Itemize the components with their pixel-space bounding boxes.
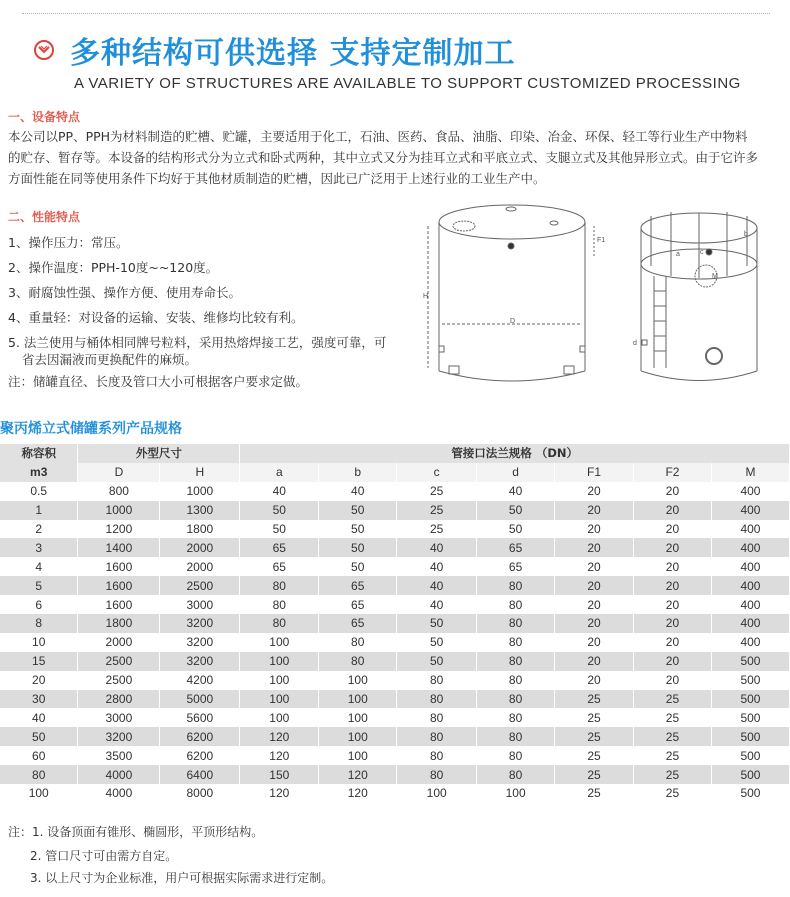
table-cell: 1200 bbox=[78, 520, 160, 539]
table-row bbox=[0, 614, 790, 633]
table-cell: 100 bbox=[397, 784, 477, 803]
subheader-cell: F1 bbox=[555, 463, 634, 482]
table-cell: 40 bbox=[319, 482, 397, 501]
features-paragraph bbox=[8, 126, 778, 189]
table-cell: 50 bbox=[319, 501, 397, 520]
table-cell: 80 bbox=[319, 633, 397, 652]
table-cell: 20 bbox=[634, 595, 712, 614]
table-cell: 1600 bbox=[78, 595, 160, 614]
table-cell: 65 bbox=[319, 595, 397, 614]
paragraph-line: 方面性能在同等使用条件下均好于其他材质制造的贮槽，因此已广泛用于上述行业的工业生产中。 bbox=[8, 171, 546, 186]
table-cell: 50 bbox=[477, 520, 555, 539]
table-cell: 60 bbox=[0, 746, 78, 765]
table-cell: 50 bbox=[319, 557, 397, 576]
table-cell: 25 bbox=[555, 765, 634, 784]
table-cell: 40 bbox=[240, 482, 319, 501]
table-cell: 20 bbox=[634, 671, 712, 690]
table-cell: 20 bbox=[634, 652, 712, 671]
table-cell: 50 bbox=[240, 520, 319, 539]
table-cell: 20 bbox=[555, 482, 634, 501]
table-cell: 4200 bbox=[160, 671, 240, 690]
table-cell: 500 bbox=[711, 727, 789, 746]
table-cell: 40 bbox=[477, 482, 555, 501]
table-cell: 20 bbox=[634, 501, 712, 520]
table-cell: 25 bbox=[397, 482, 477, 501]
table-cell: 50 bbox=[0, 727, 78, 746]
table-cell: 80 bbox=[477, 746, 555, 765]
table-cell: 25 bbox=[555, 784, 634, 803]
table-cell: 25 bbox=[555, 746, 634, 765]
table-cell: 8000 bbox=[160, 784, 240, 803]
table-cell: 3200 bbox=[160, 614, 240, 633]
table-cell: 20 bbox=[555, 595, 634, 614]
table-cell: 100 bbox=[240, 708, 319, 727]
table-cell: 500 bbox=[711, 784, 789, 803]
table-cell: 15 bbox=[0, 652, 78, 671]
table-cell: 50 bbox=[319, 520, 397, 539]
feature-item: 4、重量轻：对设备的运输、安装、维修均比较有利。 bbox=[8, 310, 304, 325]
table-cell: 50 bbox=[240, 501, 319, 520]
table-cell: 80 bbox=[397, 671, 477, 690]
table-cell: 20 bbox=[555, 614, 634, 633]
table-cell: 40 bbox=[397, 595, 477, 614]
header-pipe-flange: 管接口法兰规格 （DN） bbox=[240, 444, 790, 463]
table-cell: 500 bbox=[711, 746, 789, 765]
table-cell: 40 bbox=[397, 538, 477, 557]
table-cell: 80 bbox=[477, 595, 555, 614]
table-cell: 5600 bbox=[160, 708, 240, 727]
table-cell: 1300 bbox=[160, 501, 240, 520]
table-cell: 10 bbox=[0, 633, 78, 652]
table-cell: 25 bbox=[634, 746, 712, 765]
table-cell: 3200 bbox=[78, 727, 160, 746]
table-cell: 400 bbox=[711, 482, 789, 501]
table-cell: 25 bbox=[634, 727, 712, 746]
spec-table-title: 聚丙烯立式储罐系列产品规格 bbox=[0, 421, 182, 437]
table-cell: 80 bbox=[477, 652, 555, 671]
table-cell: 25 bbox=[555, 690, 634, 709]
table-row bbox=[0, 501, 790, 520]
table-cell: 20 bbox=[634, 520, 712, 539]
table-cell: 1 bbox=[0, 501, 78, 520]
subheader-cell: c bbox=[397, 463, 477, 482]
table-cell: 400 bbox=[711, 595, 789, 614]
subheader-cell: M bbox=[711, 463, 789, 482]
table-cell: 80 bbox=[240, 576, 319, 595]
table-cell: 80 bbox=[397, 746, 477, 765]
table-cell: 1600 bbox=[78, 576, 160, 595]
table-cell: 50 bbox=[397, 652, 477, 671]
table-cell: 800 bbox=[78, 482, 160, 501]
table-cell: 2500 bbox=[78, 671, 160, 690]
feature-note: 注：储罐直径、长度及管口大小可根据客户要求定做。 bbox=[8, 374, 309, 389]
ladder-tank-drawing bbox=[641, 212, 757, 381]
page-title: 多种结构可供选择 支持定制加工 bbox=[70, 36, 516, 71]
table-cell: 65 bbox=[240, 538, 319, 557]
table-cell: 65 bbox=[240, 557, 319, 576]
paragraph-line: 的贮存、暂存等。本设备的结构形式分为立式和卧式两种，其中立式又分为挂耳立式和平底立式、支腿立式及其他异形立式。由于它许多 bbox=[8, 150, 759, 165]
table-cell: 3 bbox=[0, 538, 78, 557]
table-row bbox=[0, 520, 790, 539]
table-cell: 100 bbox=[240, 690, 319, 709]
table-row bbox=[0, 727, 790, 746]
table-cell: 80 bbox=[397, 708, 477, 727]
table-cell: 80 bbox=[477, 633, 555, 652]
section-title-features: 一、设备特点 bbox=[8, 110, 81, 124]
table-cell: 30 bbox=[0, 690, 78, 709]
table-cell: 50 bbox=[319, 538, 397, 557]
table-cell: 25 bbox=[634, 784, 712, 803]
subheader-cell: F2 bbox=[634, 463, 712, 482]
table-cell: 25 bbox=[634, 708, 712, 727]
table-row bbox=[0, 557, 790, 576]
table-row bbox=[0, 671, 790, 690]
dim-label-d: D bbox=[510, 318, 516, 325]
table-cell: 6200 bbox=[160, 746, 240, 765]
table-cell: 100 bbox=[477, 784, 555, 803]
table-cell: 1400 bbox=[78, 538, 160, 557]
table-cell: 500 bbox=[711, 708, 789, 727]
table-cell: 40 bbox=[397, 557, 477, 576]
table-cell: 3500 bbox=[78, 746, 160, 765]
table-cell: 65 bbox=[477, 538, 555, 557]
table-body bbox=[0, 482, 790, 803]
table-cell: 100 bbox=[319, 727, 397, 746]
table-cell: 1000 bbox=[78, 501, 160, 520]
table-cell: 80 bbox=[477, 727, 555, 746]
table-cell: 2500 bbox=[160, 576, 240, 595]
table-cell: 25 bbox=[397, 520, 477, 539]
table-row bbox=[0, 595, 790, 614]
table-cell: 100 bbox=[319, 708, 397, 727]
table-cell: 20 bbox=[634, 576, 712, 595]
table-cell: 20 bbox=[555, 633, 634, 652]
table-cell: 80 bbox=[240, 614, 319, 633]
table-cell: 0.5 bbox=[0, 482, 78, 501]
subheader-cell: a bbox=[240, 463, 319, 482]
table-cell: 2000 bbox=[78, 633, 160, 652]
table-cell: 25 bbox=[555, 708, 634, 727]
table-cell: 50 bbox=[397, 614, 477, 633]
table-cell: 3200 bbox=[160, 652, 240, 671]
table-cell: 50 bbox=[477, 501, 555, 520]
spec-table bbox=[0, 444, 790, 803]
table-row bbox=[0, 538, 790, 557]
table-cell: 80 bbox=[477, 708, 555, 727]
table-cell: 2000 bbox=[160, 557, 240, 576]
table-row bbox=[0, 708, 790, 727]
table-cell: 8 bbox=[0, 614, 78, 633]
table-cell: 1600 bbox=[78, 557, 160, 576]
table-row bbox=[0, 482, 790, 501]
table-cell: 20 bbox=[555, 652, 634, 671]
table-cell: 20 bbox=[555, 501, 634, 520]
table-cell: 120 bbox=[319, 784, 397, 803]
label-m: M bbox=[712, 273, 718, 280]
table-cell: 40 bbox=[397, 576, 477, 595]
table-cell: 80 bbox=[477, 614, 555, 633]
note-line: 3. 以上尺寸为企业标准，用户可根据实际需求进行定制。 bbox=[30, 871, 334, 885]
table-cell: 6 bbox=[0, 595, 78, 614]
table-cell: 25 bbox=[397, 501, 477, 520]
dim-label-f1: F1 bbox=[597, 237, 606, 244]
table-cell: 20 bbox=[634, 482, 712, 501]
table-cell: 20 bbox=[634, 557, 712, 576]
table-cell: 400 bbox=[711, 557, 789, 576]
table-cell: 400 bbox=[711, 633, 789, 652]
chevron-down-circle-icon bbox=[34, 40, 54, 60]
table-cell: 20 bbox=[555, 671, 634, 690]
table-cell: 2800 bbox=[78, 690, 160, 709]
table-row bbox=[0, 576, 790, 595]
table-cell: 80 bbox=[477, 671, 555, 690]
table-cell: 20 bbox=[555, 576, 634, 595]
table-cell: 80 bbox=[397, 690, 477, 709]
note-line: 2. 管口尺寸可由需方自定。 bbox=[30, 849, 178, 863]
table-cell: 1000 bbox=[160, 482, 240, 501]
table-cell: 20 bbox=[634, 538, 712, 557]
label-c: c bbox=[700, 249, 704, 256]
table-cell: 80 bbox=[397, 765, 477, 784]
table-cell: 2 bbox=[0, 520, 78, 539]
table-cell: 120 bbox=[240, 727, 319, 746]
table-cell: 20 bbox=[634, 614, 712, 633]
table-subheader-row bbox=[0, 463, 790, 482]
table-cell: 40 bbox=[0, 708, 78, 727]
table-cell: 100 bbox=[0, 784, 78, 803]
table-header-row bbox=[0, 444, 790, 463]
subheader-cell: D bbox=[78, 463, 160, 482]
table-cell: 120 bbox=[319, 765, 397, 784]
note-line: 注：1. 设备顶面有锥形、椭圆形，平顶形结构。 bbox=[8, 825, 264, 839]
table-row bbox=[0, 633, 790, 652]
subheader-cell: b bbox=[319, 463, 397, 482]
table-cell: 400 bbox=[711, 538, 789, 557]
table-cell: 80 bbox=[0, 765, 78, 784]
label-d: d bbox=[633, 340, 637, 347]
table-row bbox=[0, 652, 790, 671]
flat-top-tank-drawing bbox=[428, 205, 594, 381]
page-header bbox=[34, 28, 515, 72]
table-cell: 4000 bbox=[78, 784, 160, 803]
table-cell: 3000 bbox=[78, 708, 160, 727]
header-capacity: 称容积 bbox=[0, 444, 78, 463]
table-cell: 2000 bbox=[160, 538, 240, 557]
table-row bbox=[0, 746, 790, 765]
table-cell: 80 bbox=[477, 576, 555, 595]
table-cell: 20 bbox=[555, 557, 634, 576]
table-cell: 3200 bbox=[160, 633, 240, 652]
table-cell: 500 bbox=[711, 671, 789, 690]
table-cell: 25 bbox=[634, 690, 712, 709]
table-cell: 100 bbox=[240, 633, 319, 652]
subheader-cell: H bbox=[160, 463, 240, 482]
table-cell: 1800 bbox=[78, 614, 160, 633]
table-cell: 100 bbox=[319, 746, 397, 765]
table-cell: 80 bbox=[240, 595, 319, 614]
table-cell: 4 bbox=[0, 557, 78, 576]
table-cell: 100 bbox=[319, 690, 397, 709]
table-cell: 100 bbox=[319, 671, 397, 690]
tank-diagram bbox=[414, 196, 784, 388]
section-title-performance: 二、性能特点 bbox=[8, 210, 81, 224]
feature-item: 2、操作温度：PPH-10度~~120度。 bbox=[8, 260, 219, 275]
table-cell: 5 bbox=[0, 576, 78, 595]
feature-item: 3、耐腐蚀性强、操作方便、使用寿命长。 bbox=[8, 285, 241, 300]
table-cell: 6400 bbox=[160, 765, 240, 784]
table-row bbox=[0, 784, 790, 803]
table-cell: 400 bbox=[711, 576, 789, 595]
header-outer-size: 外型尺寸 bbox=[78, 444, 240, 463]
table-row bbox=[0, 765, 790, 784]
table-cell: 80 bbox=[319, 652, 397, 671]
table-cell: 1800 bbox=[160, 520, 240, 539]
table-cell: 65 bbox=[477, 557, 555, 576]
table-cell: 3000 bbox=[160, 595, 240, 614]
table-cell: 6200 bbox=[160, 727, 240, 746]
table-cell: 4000 bbox=[78, 765, 160, 784]
table-cell: 65 bbox=[319, 614, 397, 633]
table-cell: 400 bbox=[711, 614, 789, 633]
table-cell: 100 bbox=[240, 671, 319, 690]
table-cell: 80 bbox=[477, 690, 555, 709]
table-cell: 400 bbox=[711, 520, 789, 539]
label-a: a bbox=[676, 251, 680, 258]
table-cell: 400 bbox=[711, 501, 789, 520]
subheader-cell: d bbox=[477, 463, 555, 482]
table-cell: 20 bbox=[555, 520, 634, 539]
table-cell: 25 bbox=[555, 727, 634, 746]
table-cell: 150 bbox=[240, 765, 319, 784]
table-cell: 80 bbox=[397, 727, 477, 746]
table-cell: 500 bbox=[711, 652, 789, 671]
paragraph-line: 本公司以PP、PPH为材料制造的贮槽、贮罐，主要适用于化工，石油、医药、食品、油脂、印染、冶金、环保、轻工等行业生产中物料 bbox=[8, 129, 748, 144]
table-cell: 2500 bbox=[78, 652, 160, 671]
table-cell: 50 bbox=[397, 633, 477, 652]
feature-item: 1、操作压力：常压。 bbox=[8, 235, 129, 250]
table-cell: 120 bbox=[240, 746, 319, 765]
table-cell: 25 bbox=[634, 765, 712, 784]
table-cell: 20 bbox=[634, 633, 712, 652]
table-cell: 120 bbox=[240, 784, 319, 803]
table-cell: 20 bbox=[555, 538, 634, 557]
table-cell: 500 bbox=[711, 690, 789, 709]
label-b: b bbox=[744, 231, 748, 238]
table-cell: 500 bbox=[711, 765, 789, 784]
table-cell: 5000 bbox=[160, 690, 240, 709]
table-cell: 20 bbox=[0, 671, 78, 690]
feature-item: 省去因漏液而更换配件的麻烦。 bbox=[22, 352, 198, 367]
dim-label-h: H bbox=[423, 293, 429, 300]
top-divider bbox=[22, 13, 770, 14]
table-cell: 65 bbox=[319, 576, 397, 595]
page-subtitle: A VARIETY OF STRUCTURES ARE AVAILABLE TO SUPPORT CUSTOMIZED PROCESSING bbox=[74, 75, 741, 92]
table-cell: 100 bbox=[240, 652, 319, 671]
subheader-cell: m3 bbox=[0, 463, 78, 482]
feature-item: 5. 法兰使用与桶体相同牌号粒料，采用热熔焊接工艺，强度可靠，可 bbox=[8, 335, 387, 350]
table-cell: 80 bbox=[477, 765, 555, 784]
table-row bbox=[0, 690, 790, 709]
